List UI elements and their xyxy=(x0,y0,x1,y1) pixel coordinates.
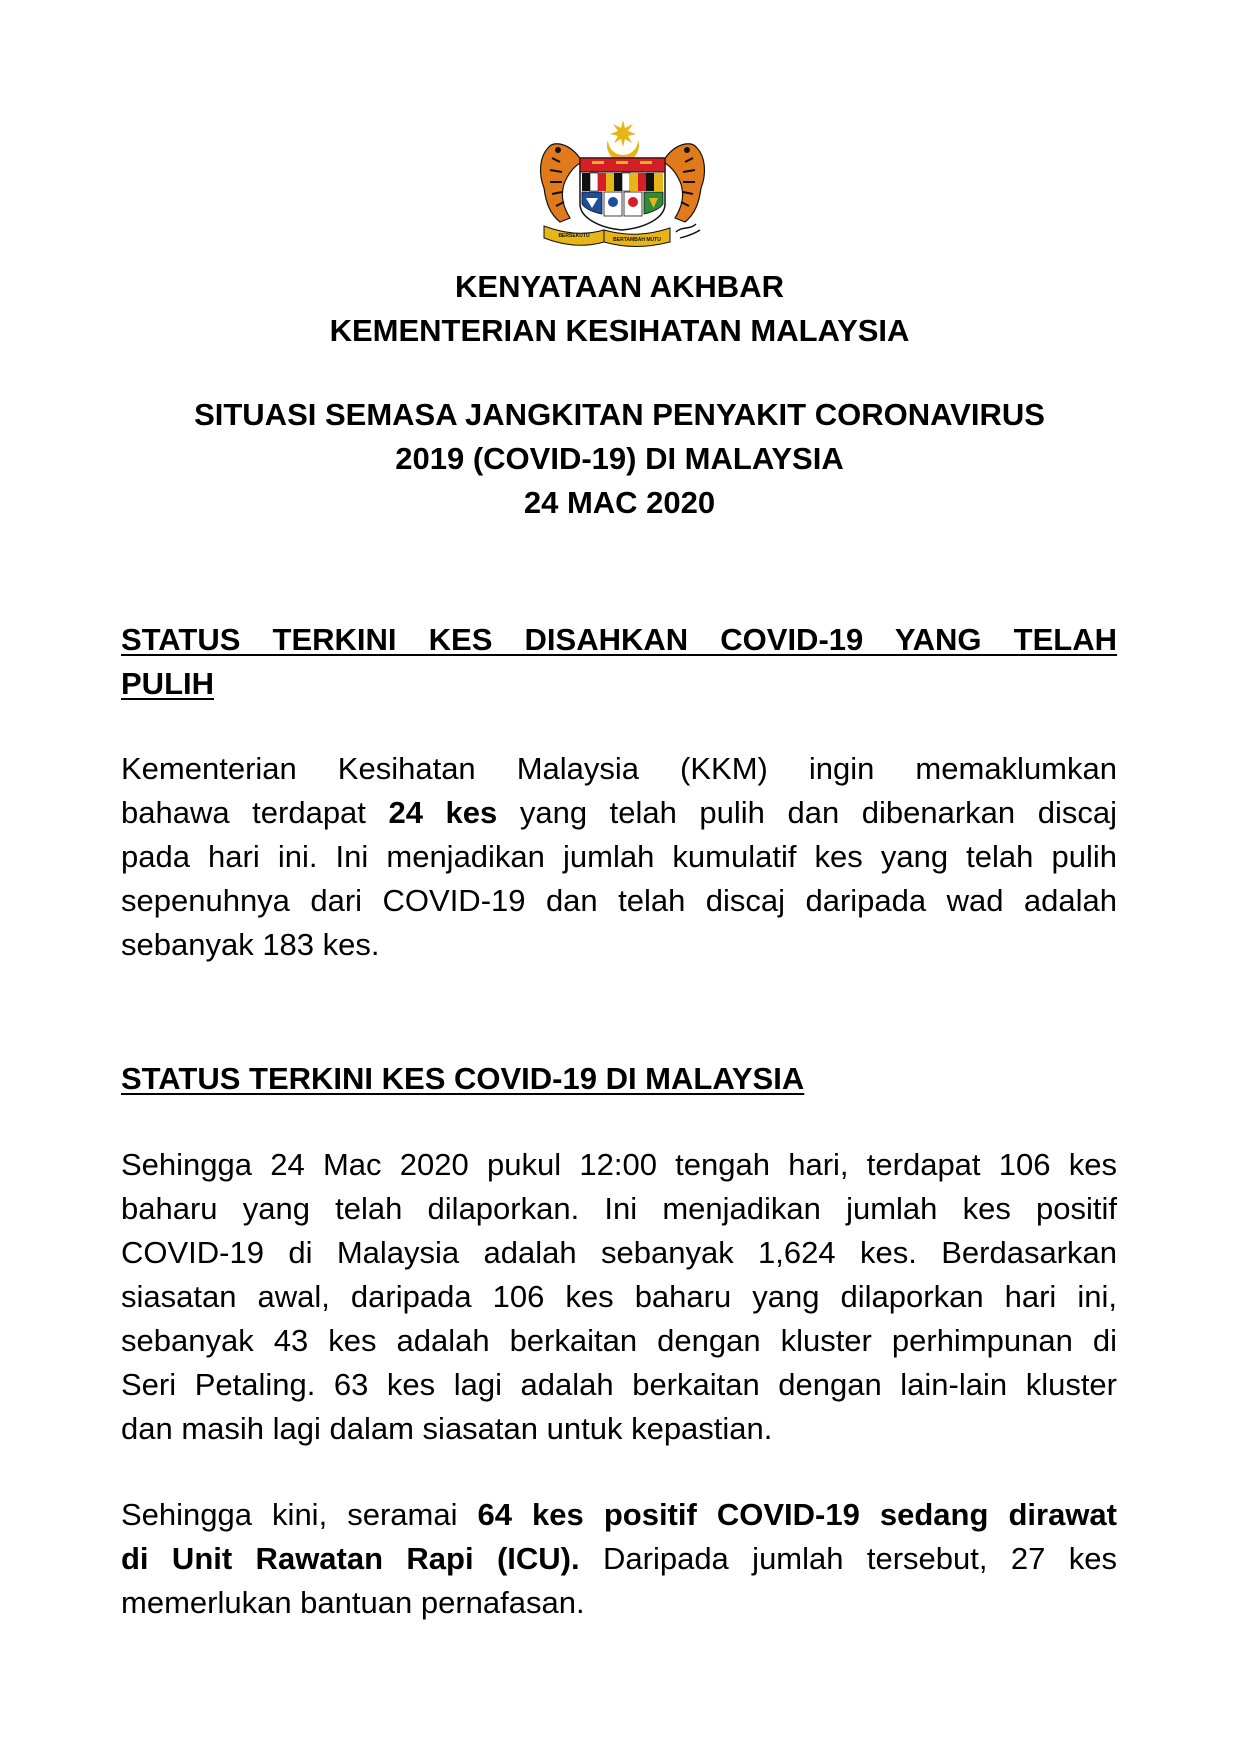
section-heading-recovered xyxy=(121,618,1117,706)
document-date: 24 MAC 2020 xyxy=(523,485,716,520)
paragraph-line: COVID-19 di Malaysia adalah sebanyak 1,624 kes. Berdasarkan xyxy=(121,1235,1117,1270)
coat-of-arms-logo xyxy=(530,118,715,253)
paragraph-icu-cases xyxy=(121,1493,1117,1625)
paragraph-line: sebanyak 183 kes. xyxy=(121,927,380,962)
paragraph-line: baharu yang telah dilaporkan. Ini menjadikan jumlah kes positif xyxy=(121,1191,1117,1226)
press-release-header xyxy=(0,265,1239,353)
section-heading-line1: STATUS TERKINI KES DISAHKAN COVID-19 YANG TELAH xyxy=(121,622,1117,657)
bold-icu-count: 64 kes positif COVID-19 sedang dirawat xyxy=(477,1497,1117,1532)
paragraph-line: memerlukan bantuan pernafasan. xyxy=(121,1585,585,1620)
bold-icu-unit: di Unit Rawatan Rapi (ICU). xyxy=(121,1541,580,1576)
paragraph-new-cases xyxy=(121,1143,1117,1451)
document-title-line1: SITUASI SEMASA JANGKITAN PENYAKIT CORONAVIRUS xyxy=(194,397,1045,432)
paragraph-line: sepenuhnya dari COVID-19 dan telah discaj daripada wad adalah xyxy=(121,883,1117,918)
section-heading-malaysia-status: STATUS TERKINI KES COVID-19 DI MALAYSIA xyxy=(121,1061,805,1096)
paragraph-line: dan masih lagi dalam siasatan untuk kepastian. xyxy=(121,1411,773,1446)
header-ministry: KEMENTERIAN KESIHATAN MALAYSIA xyxy=(329,313,910,348)
paragraph-line: bahawa terdapat 24 kes yang telah pulih dan dibenarkan discaj xyxy=(121,795,1117,830)
paragraph-line: Kementerian Kesihatan Malaysia (KKM) ingin memaklumkan xyxy=(121,751,1117,786)
paragraph-line: siasatan awal, daripada 106 kes baharu yang dilaporkan hari ini, xyxy=(121,1279,1117,1314)
paragraph-recovered-cases xyxy=(121,747,1117,967)
bold-recovered-count: 24 kes xyxy=(388,795,498,830)
document-title-line2: 2019 (COVID-19) DI MALAYSIA xyxy=(395,441,844,476)
section-heading-line2: PULIH xyxy=(121,666,214,701)
paragraph-line: Sehingga 24 Mac 2020 pukul 12:00 tengah hari, terdapat 106 kes xyxy=(121,1147,1117,1182)
document-title-block xyxy=(0,393,1239,525)
header-title: KENYATAAN AKHBAR xyxy=(455,269,784,304)
motto-right-text: BERTAMBAH MUTU xyxy=(613,237,661,243)
paragraph-line: sebanyak 43 kes adalah berkaitan dengan kluster perhimpunan di xyxy=(121,1323,1117,1358)
paragraph-line: Seri Petaling. 63 kes lagi adalah berkaitan dengan lain-lain kluster xyxy=(121,1367,1117,1402)
paragraph-line: pada hari ini. Ini menjadikan jumlah kumulatif kes yang telah pulih xyxy=(121,839,1117,874)
paragraph-line: di Unit Rawatan Rapi (ICU). Daripada jumlah tersebut, 27 kes xyxy=(121,1541,1117,1576)
paragraph-line: Sehingga kini, seramai 64 kes positif COVID-19 sedang dirawat xyxy=(121,1497,1117,1532)
motto-left-text: BERSEKUTU xyxy=(558,233,590,239)
